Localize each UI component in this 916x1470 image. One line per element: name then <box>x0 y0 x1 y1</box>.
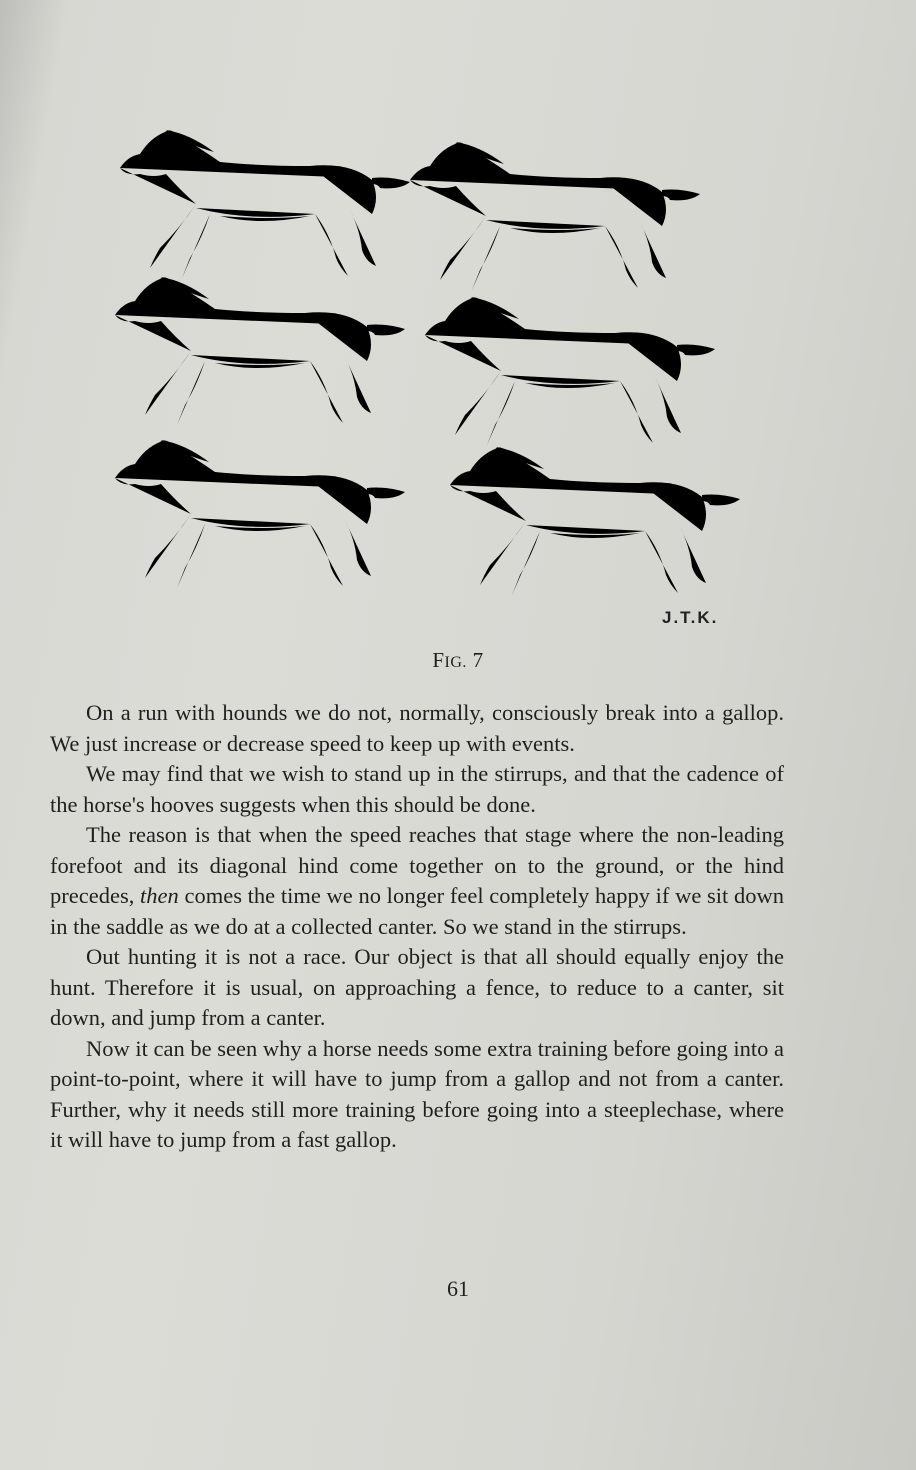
paragraph-text: The reason is that when the speed reaches that stage where the non-leading forefoot and its diagonal hind come together on to the ground, or the hind precedes, <box>50 822 784 908</box>
paragraph: On a run with hounds we do not, normally, consciously break into a gallop. We just increase or decrease speed to keep up with events. <box>50 700 784 756</box>
horses-sequence-drawing <box>100 110 750 630</box>
horse-3 <box>115 277 405 425</box>
page-number: 61 <box>447 1276 469 1301</box>
horse-5 <box>115 440 405 588</box>
figure-caption <box>0 648 916 673</box>
emphasized-word: then <box>140 883 179 908</box>
horse-4 <box>425 297 715 445</box>
paragraph <box>50 820 784 942</box>
horse-6 <box>450 447 740 595</box>
horse-2 <box>410 142 700 290</box>
caption-smallcaps: IG. <box>444 654 467 671</box>
caption-prefix: F <box>432 648 445 672</box>
body-text <box>50 698 784 1156</box>
horse-gallop-illustration <box>100 110 750 630</box>
paragraph-text: comes the time we no longer feel completely happy if we sit down in the saddle as we do at a collected canter. So we stand in the stirrups. <box>50 883 784 939</box>
paragraph: We may find that we wish to stand up in the stirrups, and that the cadence of the horse's hooves suggests when this should be done. <box>50 761 784 817</box>
artist-signature: J.T.K. <box>662 608 719 627</box>
paragraph: Now it can be seen why a horse needs some extra training before going into a point-to-point, where it will have to jump from a gallop and not from a canter. Further, why it needs still more training before going into a steeplechase, where it will have to jump from a fast gallop. <box>50 1035 784 1152</box>
paragraph: Out hunting it is not a race. Our object is that all should equally enjoy the hunt. Therefore it is usual, on approaching a fence, to reduce to a canter, sit down, and jump from a canter. <box>50 944 784 1030</box>
caption-number: 7 <box>472 648 484 672</box>
horse-1 <box>120 130 410 278</box>
